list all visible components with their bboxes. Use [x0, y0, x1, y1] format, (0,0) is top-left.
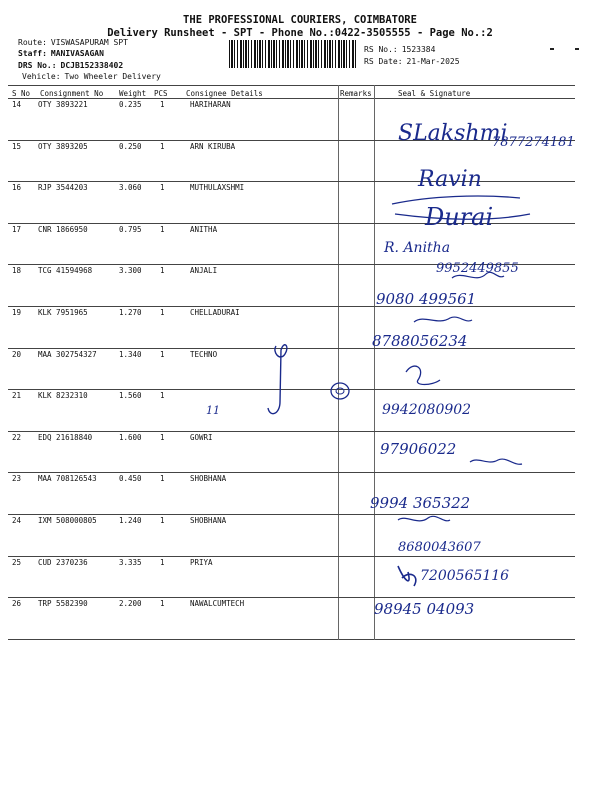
- signature-strokes-22: [470, 459, 522, 464]
- cell-consignee: SHOBHANA: [190, 474, 227, 484]
- cell-consignment: KLK 8232310: [38, 391, 88, 401]
- cell-sno: 14: [12, 100, 22, 109]
- cell-sno: 18: [12, 266, 22, 276]
- cell-consignment: TRP 5582390: [38, 599, 88, 609]
- phone-18: 9080 499561: [376, 290, 477, 308]
- cell-consignee: NAWALCUMTECH: [190, 599, 245, 609]
- cell-weight: 3.300: [119, 266, 142, 276]
- cell-pcs: 1: [160, 224, 165, 234]
- cell-pcs: 1: [160, 349, 165, 359]
- col-weight-header: Weight: [119, 89, 147, 98]
- cell-sno: 16: [12, 183, 22, 193]
- cell-weight: 1.560: [119, 391, 142, 401]
- cell-pcs: 1: [160, 266, 165, 276]
- phone-19: 8788056234: [372, 332, 468, 350]
- staff-label: Staff:: [18, 49, 47, 58]
- rs-date-value: 21-Mar-2025: [406, 57, 460, 66]
- cell-sno: 23: [12, 474, 22, 484]
- cell-weight: 3.060: [119, 183, 142, 193]
- cell-consignee: CHELLADURAI: [190, 308, 240, 317]
- signature-strokes-21: [406, 366, 440, 384]
- cell-weight: 3.335: [119, 557, 142, 567]
- rs-no-label: RS No.:: [364, 45, 398, 54]
- cell-pcs: 1: [160, 557, 165, 567]
- cell-pcs: 1: [160, 141, 165, 151]
- cell-consignment: OTY 3893205: [38, 141, 88, 151]
- cell-consignment: RJP 3544203: [38, 183, 88, 193]
- cell-consignment: EDQ 21618840: [38, 432, 93, 442]
- col-sno-header: S No: [12, 89, 31, 98]
- col-remarks-header: Remarks: [340, 89, 372, 98]
- cell-consignee: MUTHULAXSHMI: [190, 183, 245, 193]
- rs-no-value: 1523384: [401, 45, 436, 54]
- signature-16: Durai: [425, 203, 494, 231]
- cell-consignee: GOWRI: [190, 432, 213, 442]
- signature-15: Ravin: [418, 167, 482, 192]
- cell-weight: 1.600: [119, 432, 142, 442]
- ink-circle-21: [331, 383, 349, 399]
- cell-consignee: HARIHARAN: [190, 100, 231, 109]
- cell-consignment: TCG 41594968: [38, 266, 93, 276]
- phone-24: 8680043607: [398, 540, 481, 555]
- cell-consignee: TECHNO: [190, 349, 218, 359]
- col-consignee-header: Consignee Details: [186, 89, 263, 98]
- cell-consignment: IXM 508000805: [38, 516, 97, 525]
- phone-26: 98945 04093: [374, 600, 475, 618]
- signature-strokes-25: [398, 566, 416, 586]
- cell-pcs: 1: [160, 516, 165, 525]
- cell-consignment: OTY 3893221: [38, 100, 88, 109]
- signature-14: SLakshmi: [398, 121, 508, 146]
- phone-21: 9942080902: [382, 402, 472, 418]
- cell-sno: 15: [12, 141, 22, 151]
- cell-sno: 20: [12, 349, 22, 359]
- phone-17: 9952449855: [436, 261, 519, 276]
- cell-sno: 17: [12, 224, 22, 234]
- cell-pcs: 1: [160, 432, 165, 442]
- cell-weight: 0.795: [119, 224, 142, 234]
- cell-sno: 26: [12, 599, 22, 609]
- cell-consignee: ARN KIRUBA: [190, 141, 236, 151]
- cell-sno: 21: [12, 391, 22, 401]
- cell-consignment: KLK 7951965: [38, 308, 88, 317]
- cell-consignee: ANITHA: [190, 224, 218, 234]
- cell-sno: 19: [12, 308, 22, 317]
- phone-25: 7200565116: [420, 568, 510, 584]
- signature-strokes-24: [398, 516, 450, 521]
- cell-weight: 1.270: [119, 308, 142, 317]
- cell-consignment: CNR 1866950: [38, 224, 88, 234]
- col-consignment-header: Consignment No: [40, 89, 104, 98]
- cell-consignment: MAA 708126543: [38, 474, 97, 484]
- runsheet-subtitle: Delivery Runsheet - SPT - Phone No.:0422-3505555 - Page No.:2: [107, 27, 493, 39]
- col-signature-header: Seal & Signature: [398, 89, 471, 98]
- cell-consignment: CUD 2370236: [38, 557, 88, 567]
- cell-pcs: 1: [160, 100, 165, 109]
- cell-sno: 25: [12, 557, 22, 567]
- rs-date-label: RS Date:: [364, 57, 403, 66]
- cell-weight: 0.235: [119, 100, 142, 109]
- vehicle-value: Two Wheeler Delivery: [64, 72, 161, 81]
- cell-pcs: 1: [160, 474, 165, 484]
- cell-sno: 22: [12, 432, 22, 442]
- vehicle-label: Vehicle:: [22, 72, 61, 81]
- col-pcs-header: PCS: [154, 89, 168, 98]
- cell-weight: 1.340: [119, 349, 142, 359]
- company-title: THE PROFESSIONAL COURIERS, COIMBATORE: [183, 14, 417, 26]
- route-label: Route:: [18, 38, 47, 47]
- cell-consignment: MAA 302754327: [38, 349, 97, 359]
- cell-weight: 0.450: [119, 474, 142, 484]
- signature-strokes-19: [414, 317, 472, 322]
- cell-pcs: 1: [160, 308, 165, 317]
- ink-stroke-20: [268, 345, 287, 414]
- mark-21: 11: [206, 404, 220, 417]
- cell-pcs: 1: [160, 391, 165, 401]
- phone-23: 9994 365322: [370, 494, 471, 512]
- staff-value: MANIVASAGAN: [50, 49, 104, 58]
- drs-value: DCJB152338402: [60, 61, 124, 70]
- phone-22: 97906022: [380, 440, 457, 458]
- cell-consignee: PRIYA: [190, 557, 213, 567]
- cell-weight: 2.200: [119, 599, 142, 609]
- phone-14: 7877274181: [492, 135, 575, 150]
- cell-consignee: ANJALI: [190, 266, 218, 276]
- route-value: VISWASAPURAM SPT: [50, 38, 128, 47]
- cell-pcs: 1: [160, 599, 165, 609]
- cell-pcs: 1: [160, 183, 165, 193]
- cell-weight: 1.240: [119, 516, 142, 525]
- drs-label: DRS No.:: [18, 61, 57, 70]
- cell-sno: 24: [12, 516, 22, 525]
- ink-circle-inner-21: [336, 388, 344, 394]
- cell-consignee: SHOBHANA: [190, 516, 227, 525]
- cell-weight: 0.250: [119, 141, 142, 151]
- signature-17: R. Anitha: [384, 240, 451, 256]
